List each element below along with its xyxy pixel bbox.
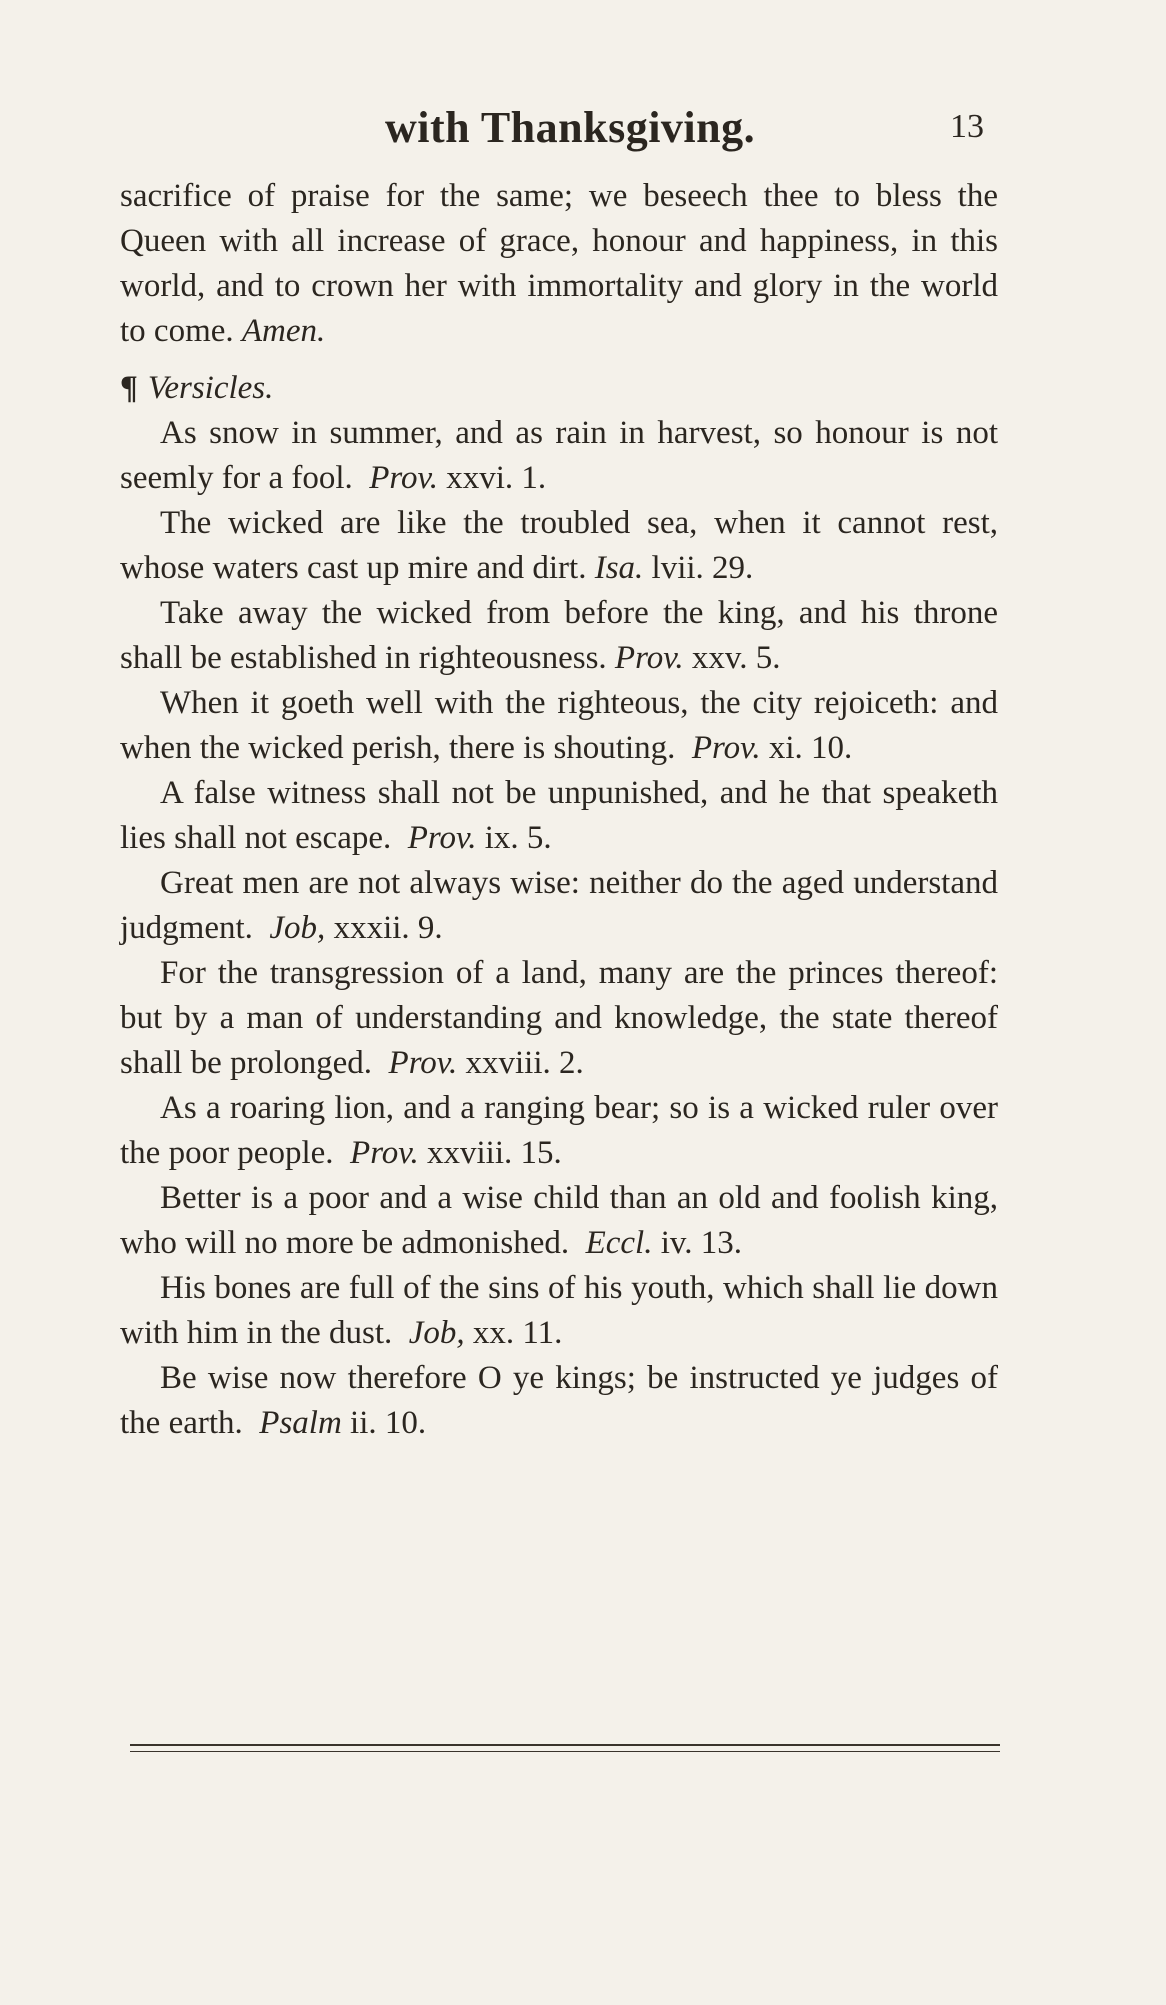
- versicle-ref: xxv. 5.: [691, 640, 781, 676]
- versicle-book: Prov.: [407, 820, 477, 856]
- versicle-ref: xxxii. 9.: [333, 910, 443, 946]
- versicle-text: As snow in summer, and as rain in harvest, so honour is not seemly for a fool.: [120, 415, 998, 496]
- versicle-book: Psalm: [259, 1405, 342, 1441]
- running-title: with Thanksgiving.: [385, 103, 756, 152]
- double-rule-top: [130, 1744, 1000, 1746]
- versicle: [120, 411, 998, 501]
- opening-text: sacrifice of praise for the same; we beseech thee to bless the Queen with all increase of grace, honour and happiness, in this world, and to crown her with immortality and glory in the world to come.: [120, 178, 998, 349]
- body-text: [120, 174, 998, 1446]
- versicle-book: Prov.: [369, 460, 438, 496]
- versicle-book: Job,: [408, 1315, 465, 1351]
- versicle-ref: ix. 5.: [484, 820, 552, 856]
- versicle: [120, 1086, 998, 1176]
- versicle-text: For the transgression of a land, many are the princes thereof: but by a man of understanding and knowledge, the state thereof shall be prolonged.: [120, 955, 998, 1081]
- versicle-text: Great men are not always wise: neither do the aged understand judgment.: [120, 865, 998, 946]
- versicle-text: Better is a poor and a wise child than an old and foolish king, who will no more be admonished.: [120, 1180, 998, 1261]
- versicle-ref: ii. 10.: [350, 1405, 427, 1441]
- versicle-book: Job,: [269, 910, 326, 946]
- versicle-book: Prov.: [388, 1045, 458, 1081]
- versicle: [120, 861, 998, 951]
- versicle-ref: xxviii. 2.: [465, 1045, 584, 1081]
- versicle-text: When it goeth well with the righteous, the city rejoiceth: and when the wicked perish, there is shouting.: [120, 685, 998, 766]
- opening-paragraph: [120, 174, 998, 354]
- versicle-book: Isa.: [594, 550, 644, 586]
- versicle: [120, 1176, 998, 1266]
- versicle-text: Take away the wicked from before the king, and his throne shall be established in righteousness.: [120, 595, 998, 676]
- versicle: [120, 951, 998, 1086]
- versicle-text: His bones are full of the sins of his youth, which shall lie down with him in the dust.: [120, 1270, 998, 1351]
- versicle-ref: lvii. 29.: [651, 550, 754, 586]
- versicle-book: Prov.: [691, 730, 761, 766]
- versicle-text: As a roaring lion, and a ranging bear; so is a wicked ruler over the poor people.: [120, 1090, 998, 1171]
- versicle: [120, 681, 998, 771]
- versicle-text: Be wise now therefore O ye kings; be instructed ye judges of the earth.: [120, 1360, 998, 1441]
- section-heading: [120, 366, 998, 411]
- versicle-ref: xxviii. 15.: [427, 1135, 562, 1171]
- versicle-book: Prov.: [350, 1135, 419, 1171]
- versicle: [120, 1356, 998, 1446]
- versicle-ref: iv. 13.: [660, 1225, 742, 1261]
- running-head: [0, 102, 1166, 162]
- versicle-book: Eccl.: [585, 1225, 653, 1261]
- amen: Amen.: [241, 313, 326, 349]
- versicle-ref: xi. 10.: [768, 730, 853, 766]
- pilcrow-icon: ¶: [120, 370, 138, 406]
- versicle: [120, 591, 998, 681]
- versicle-ref: xxvi. 1.: [446, 460, 547, 496]
- versicle: [120, 501, 998, 591]
- versicle: [120, 1266, 998, 1356]
- heading-text: Versicles.: [147, 370, 274, 406]
- double-rule-bottom: [130, 1751, 1000, 1752]
- versicle: [120, 771, 998, 861]
- page-number: 13: [950, 108, 984, 145]
- versicle-book: Prov.: [614, 640, 684, 676]
- versicle-text: A false witness shall not be unpunished, and he that speaketh lies shall not escape.: [120, 775, 998, 856]
- versicle-text: The wicked are like the troubled sea, when it cannot rest, whose waters cast up mire and dirt.: [120, 505, 998, 586]
- versicle-ref: xx. 11.: [472, 1315, 563, 1351]
